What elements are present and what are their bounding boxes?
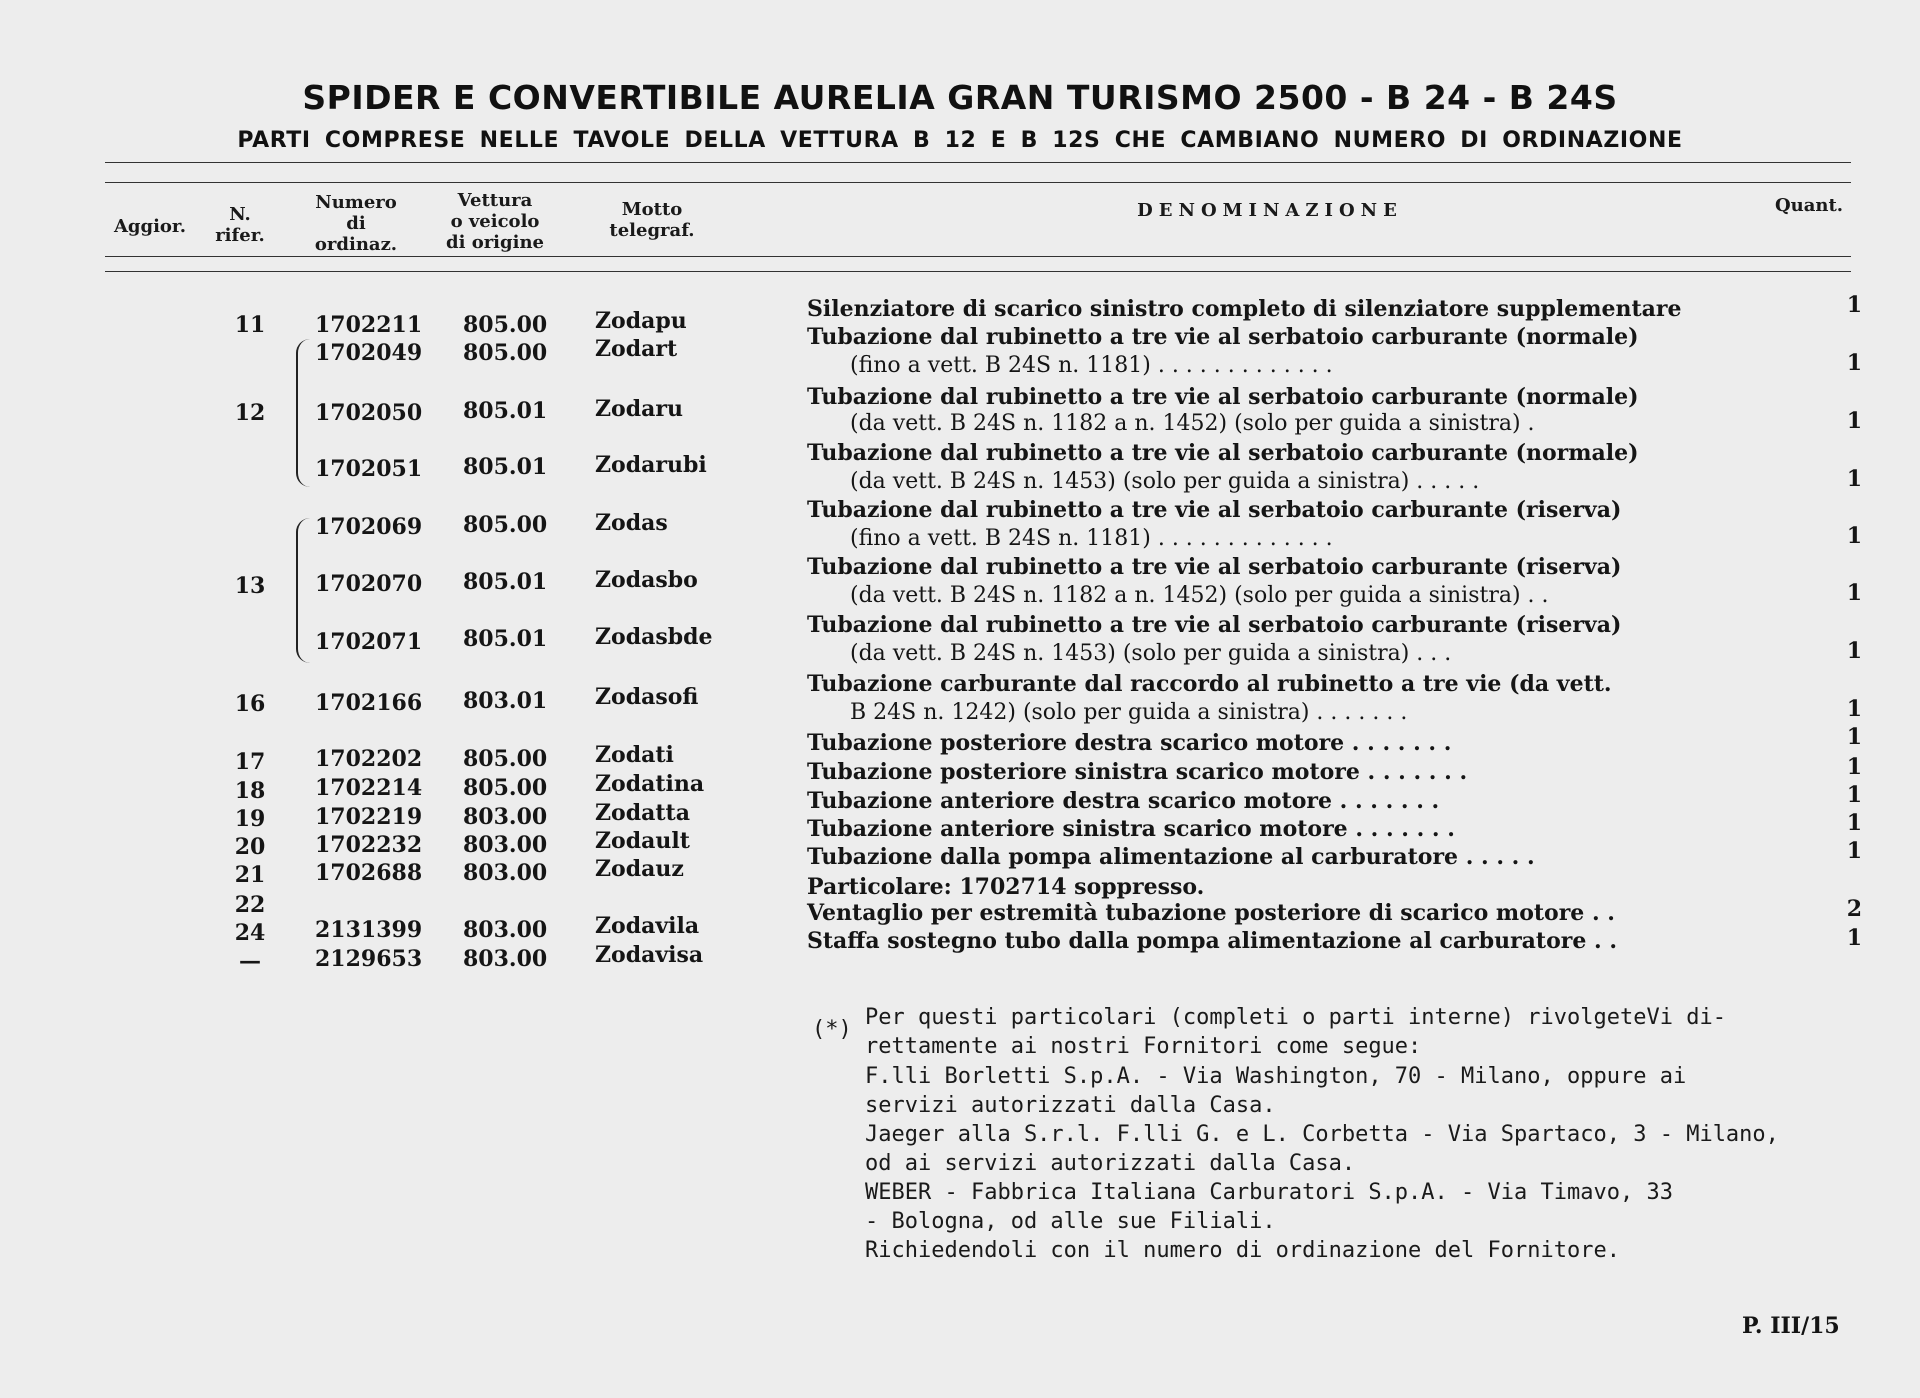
vehicle-origin: 805.00	[463, 775, 548, 801]
order-number: 1702050	[315, 400, 423, 426]
description: Tubazione dal rubinetto a tre vie al serbatoio carburante (normale)	[807, 324, 1639, 350]
quantity: 1	[1846, 638, 1862, 664]
quantity: 1	[1846, 724, 1862, 750]
footnote-line: Jaeger alla S.r.l. F.lli G. e L. Corbetta - Via Spartaco, 3 - Milano,	[865, 1122, 1779, 1147]
order-number: 1702211	[315, 312, 423, 338]
footnote-line: Per questi particolari (completi o parti interne) rivolgeteVi di-	[865, 1005, 1726, 1030]
ref-number: 20	[234, 834, 266, 860]
description-continuation: (da vett. B 24S n. 1182 a n. 1452) (solo per guida a sinistra) .	[850, 411, 1535, 436]
telegraph-code: Zodatina	[595, 771, 705, 797]
description: Tubazione anteriore destra scarico motore . . . . . . .	[807, 788, 1440, 814]
vehicle-origin: 805.00	[463, 512, 548, 538]
footnote-line: - Bologna, od alle sue Filiali.	[865, 1209, 1276, 1234]
description: Staffa sostegno tubo dalla pompa alimentazione al carburatore . .	[807, 928, 1617, 954]
description: Tubazione dalla pompa alimentazione al carburatore . . . . .	[807, 844, 1535, 870]
vehicle-origin: 803.00	[463, 946, 548, 972]
quantity: 1	[1846, 838, 1862, 864]
page-number: P. III/15	[1742, 1313, 1840, 1339]
footnote-mark: (*)	[812, 1017, 852, 1042]
telegraph-code: Zodart	[595, 336, 678, 362]
order-number: 1702219	[315, 804, 423, 830]
page-title: SPIDER E CONVERTIBILE AURELIA GRAN TURISMO 2500 - B 24 - B 24S	[302, 78, 1618, 117]
ref-number: 11	[234, 312, 266, 338]
header-aggior: Aggior.	[113, 216, 187, 237]
telegraph-code: Zodapu	[595, 308, 687, 334]
description: Tubazione dal rubinetto a tre vie al serbatoio carburante (normale)	[807, 384, 1639, 410]
rule-top	[105, 162, 1851, 163]
vehicle-origin: 805.00	[463, 746, 548, 772]
order-number: 1702214	[315, 775, 423, 801]
order-number: 1702069	[315, 514, 423, 540]
ref-number: 17	[234, 749, 266, 775]
description-continuation: (da vett. B 24S n. 1453) (solo per guida a sinistra) . . . . .	[850, 469, 1480, 494]
quantity: 1	[1846, 580, 1862, 606]
telegraph-code: Zodasbo	[595, 567, 698, 593]
footnote-line: Richiedendoli con il numero di ordinazione del Fornitore.	[865, 1238, 1620, 1263]
quantity: 1	[1846, 350, 1862, 376]
footnote-line: WEBER - Fabbrica Italiana Carburatori S.p.A. - Via Timavo, 33	[865, 1180, 1673, 1205]
telegraph-code: Zodaru	[595, 396, 683, 422]
header-vettura: Vettura o veicolo di origine	[446, 190, 544, 253]
quantity: 1	[1846, 810, 1862, 836]
ref-number: 13	[234, 573, 266, 599]
quantity: 1	[1846, 754, 1862, 780]
ref-number: 21	[234, 862, 266, 888]
order-number: 2131399	[315, 917, 423, 943]
description: Tubazione posteriore destra scarico motore . . . . . . .	[807, 730, 1452, 756]
vehicle-origin: 805.01	[463, 398, 548, 424]
telegraph-code: Zodasofi	[595, 684, 699, 710]
header-denominazione: DENOMINAZIONE	[1137, 200, 1403, 221]
order-number: 1702070	[315, 571, 423, 597]
vehicle-origin: 805.01	[463, 626, 548, 652]
header-quant: Quant.	[1774, 195, 1844, 216]
ref-number: —	[239, 948, 261, 974]
vehicle-origin: 805.01	[463, 454, 548, 480]
vehicle-origin: 803.00	[463, 804, 548, 830]
header-motto: Motto telegraf.	[609, 199, 695, 241]
quantity: 2	[1846, 896, 1862, 922]
order-number: 1702688	[315, 860, 423, 886]
description: Tubazione carburante dal raccordo al rubinetto a tre vie (da vett.	[807, 671, 1612, 697]
telegraph-code: Zodas	[595, 510, 668, 536]
description: Tubazione posteriore sinistra scarico motore . . . . . . .	[807, 759, 1468, 785]
vehicle-origin: 803.01	[463, 688, 548, 714]
quantity: 1	[1846, 466, 1862, 492]
description-continuation: (da vett. B 24S n. 1182 a n. 1452) (solo per guida a sinistra) . .	[850, 583, 1549, 608]
vehicle-origin: 805.00	[463, 340, 548, 366]
description-continuation: (fino a vett. B 24S n. 1181) . . . . . . . . . . . . .	[850, 353, 1333, 378]
footnote-line: F.lli Borletti S.p.A. - Via Washington, 70 - Milano, oppure ai	[865, 1064, 1687, 1089]
quantity: 1	[1846, 782, 1862, 808]
order-number: 1702049	[315, 340, 423, 366]
vehicle-origin: 805.00	[463, 312, 548, 338]
rule-header-top	[105, 182, 1851, 183]
ref-number: 24	[234, 920, 266, 946]
rule-header-bottom	[105, 271, 1851, 272]
header-numero: Numero di ordinaz.	[314, 192, 398, 255]
header-rifer: N. rifer.	[215, 204, 265, 246]
description: Silenziatore di scarico sinistro completo di silenziatore supplementare	[807, 296, 1682, 322]
description-continuation: B 24S n. 1242) (solo per guida a sinistra) . . . . . . .	[850, 700, 1408, 725]
description: Tubazione anteriore sinistra scarico motore . . . . . . .	[807, 816, 1455, 842]
description: Tubazione dal rubinetto a tre vie al serbatoio carburante (riserva)	[807, 554, 1622, 580]
description: Particolare: 1702714 soppresso.	[807, 874, 1205, 900]
ref-number: 16	[234, 691, 266, 717]
quantity: 1	[1846, 292, 1862, 318]
page-subtitle: PARTI COMPRESE NELLE TAVOLE DELLA VETTURA B 12 E B 12S CHE CAMBIANO NUMERO DI ORDINAZIONE	[237, 128, 1683, 153]
vehicle-origin: 803.00	[463, 860, 548, 886]
description-continuation: (fino a vett. B 24S n. 1181) . . . . . . . . . . . . .	[850, 526, 1333, 551]
ref-number: 12	[234, 400, 266, 426]
telegraph-code: Zodatta	[595, 800, 690, 826]
order-number: 1702166	[315, 690, 423, 716]
quantity: 1	[1846, 925, 1862, 951]
order-number: 1702202	[315, 746, 423, 772]
ref-number: 18	[234, 778, 266, 804]
telegraph-code: Zodarubi	[595, 452, 707, 478]
ref-number: 19	[234, 806, 266, 832]
ref-number: 22	[234, 892, 266, 918]
order-number: 1702232	[315, 832, 423, 858]
description: Tubazione dal rubinetto a tre vie al serbatoio carburante (riserva)	[807, 497, 1622, 523]
order-number: 1702051	[315, 456, 423, 482]
telegraph-code: Zodavisa	[595, 942, 704, 968]
footnote-line: rettamente ai nostri Fornitori come segue:	[865, 1034, 1422, 1059]
description: Ventaglio per estremità tubazione posteriore di scarico motore . .	[807, 900, 1615, 926]
footnote-line: servizi autorizzati dalla Casa.	[865, 1093, 1276, 1118]
telegraph-code: Zodauz	[595, 856, 684, 882]
quantity: 1	[1846, 408, 1862, 434]
telegraph-code: Zodati	[595, 742, 674, 768]
description: Tubazione dal rubinetto a tre vie al serbatoio carburante (riserva)	[807, 612, 1622, 638]
telegraph-code: Zodault	[595, 828, 690, 854]
description: Tubazione dal rubinetto a tre vie al serbatoio carburante (normale)	[807, 440, 1639, 466]
order-number: 1702071	[315, 629, 423, 655]
vehicle-origin: 805.01	[463, 569, 548, 595]
quantity: 1	[1846, 523, 1862, 549]
vehicle-origin: 803.00	[463, 832, 548, 858]
footnote-line: od ai servizi autorizzati dalla Casa.	[865, 1151, 1356, 1176]
description-continuation: (da vett. B 24S n. 1453) (solo per guida a sinistra) . . .	[850, 641, 1452, 666]
order-number: 2129653	[315, 946, 423, 972]
vehicle-origin: 803.00	[463, 917, 548, 943]
telegraph-code: Zodasbde	[595, 624, 713, 650]
telegraph-code: Zodavila	[595, 913, 700, 939]
quantity: 1	[1846, 696, 1862, 722]
rule-header-mid	[105, 256, 1851, 257]
